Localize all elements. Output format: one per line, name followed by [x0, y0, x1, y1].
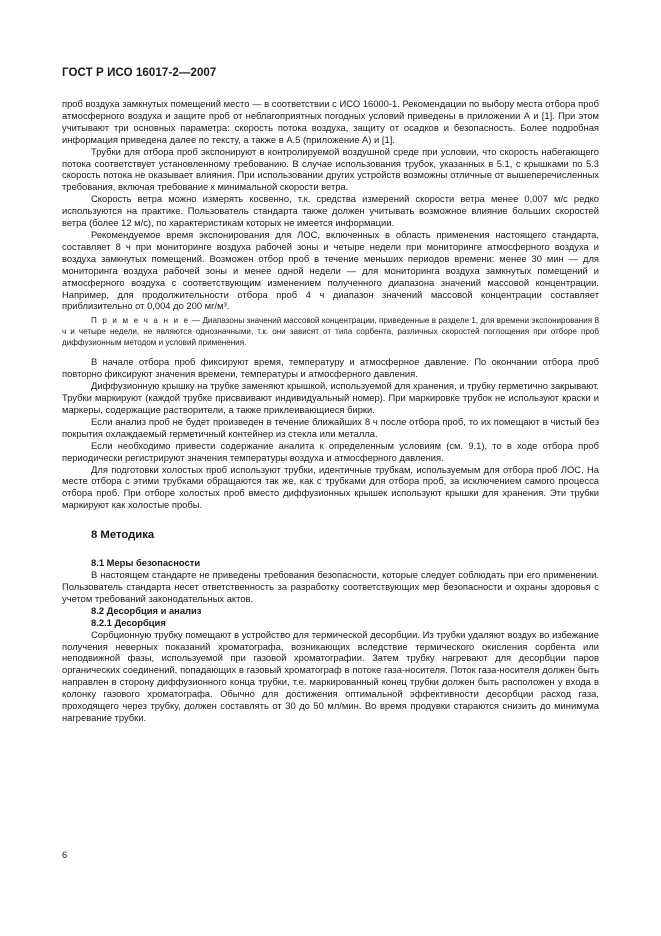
paragraph: Диффузионную крышку на трубке заменяют крышкой, используемой для хранения, и трубку герметично закрывают. Трубки маркируют (каждой трубке присваивают индивидуальный номер). При маркировке трубок не используют краски и маркеры, содержащие растворители, а также приклеивающиеся бирки.	[62, 380, 599, 416]
note	[62, 316, 599, 348]
paragraph: проб воздуха замкнутых помещений место — в соответствии с ИСО 16000-1. Рекомендации по выбору места отбора проб атмосферного воздуха и защите проб от неблагоприятных погодных условий приведены в приложении А и [1]. При этом учитывают три основных параметра: скорость потока воздуха, защиту от осадков и безопасность. Более подробная информация приведена далее по тексту, а также в А.5 (приложение А) и [1].	[62, 98, 599, 145]
document-header: ГОСТ Р ИСО 16017-2—2007	[62, 67, 217, 79]
document-body	[62, 98, 599, 724]
subsection-title: 8.2.1 Десорбция	[91, 616, 166, 628]
paragraph: Для подготовки холостых проб используют трубки, идентичные трубкам, используемым для отбора проб ЛОС. На месте отбора с этими трубками обращаются так же, как с трубками для отбора проб, за исключением самого процесса отбора проб. При отборе холостых проб вместо диффузионных крышек используют крышки для хранения. Эти трубки маркируют как холостые пробы.	[62, 463, 599, 511]
paragraph: Если анализ проб не будет произведен в течение ближайших 8 ч после отбора проб, то их помещают в чистый без покрытия охлаждаемый герметичный контейнер из стекла или металла.	[62, 415, 599, 439]
section-title: 8 Методика	[91, 529, 155, 542]
subsection-title: 8.2 Десорбция и анализ	[91, 604, 202, 616]
note-text: — Диапазоны значений массовой концентрации, приведенные в разделе 1, для времени экспонирования 8 ч и четыре недели, не являются однозначными, т.к. они зависят от типа сорбента, различных скоростей поглощения при отборе проб диффузионным методом и условий применения.	[62, 316, 599, 347]
page-number: 6	[62, 849, 68, 860]
paragraph: Рекомендуемое время экспонирования для ЛОС, включенных в область применения настоящего стандарта, составляет 8 ч при мониторинге воздуха рабочей зоны и четыре недели при мониторинге атмосферного воздуха и воздуха замкнутых помещений. Возможен отбор проб в течение меньших периодов времени: менее 30 мин — для мониторинга воздуха рабочей зоны и менее одной недели — для мониторинга воздуха замкнутых помещений и атмосферного воздуха с соответствующим изменением полученного диапазона значений массовой концентрации. Например, для продолжительности отбора проб 4 ч диапазон значений массовой концентрации составляет приблизительно от 0,004 до 200 мг/м³.	[62, 228, 599, 312]
paragraph: Трубки для отбора проб экспонируют в контролируемой воздушной среде при условии, что скорость набегающего потока соответствует установленному требованию. В случае использования трубок, указанных в 5.1, с крышками по 5.3 скорость потока не оказывает влияния. При использовании других устройств возможны отличные от вышеперечисленных требования, включая требование к минимальной скорости ветра.	[62, 145, 599, 193]
paragraph: Сорбционную трубку помещают в устройство для термической десорбции. Из трубки удаляют воздух во избежание получения неверных показаний хроматографа, возникающих вследствие термического окисления сорбента или неподвижной фазы, используемой при газовой хроматографии. Затем трубку нагревают для десорбции паров органических соединений, попадающих в газовый хроматограф в потоке газа-носителя. Поток газа-носителя должен быть направлен в сторону диффузионного конца трубки, т.е. маркированный конец трубки должен быть расположен у входа в колонку газового хроматографа. Обычно для достижения оптимальной эффективности десорбции расход газа, проходящего через трубку, должен составлять от 30 до 50 мл/мин. Во время продувки стараются снизить до минимума нагревание трубки.	[62, 628, 599, 723]
paragraph: Скорость ветра можно измерять косвенно, т.к. средства измерений скорости ветра менее 0,007 м/с редко используются на практике. Пользователь стандарта также должен учитывать возможное влияние больших скоростей ветра (более 12 м/с), по характеристикам которых не имеется информации.	[62, 193, 599, 229]
paragraph: Если необходимо привести содержание аналита к определенным условиям (см. 9.1), то в ходе отбора проб периодически регистрируют значения температуры воздуха и атмосферного давления.	[62, 439, 599, 463]
note-label: П р и м е ч а н и е	[91, 316, 190, 326]
paragraph: В начале отбора проб фиксируют время, температуру и атмосферное давление. По окончании отбора проб повторно фиксируют значения времени, температуры и атмосферного давления.	[62, 356, 599, 380]
paragraph: В настоящем стандарте не приведены требования безопасности, которые следует соблюдать при его применении. Пользователь стандарта несет ответственность за разработку соответствующих мер безопасности и охраны здоровья с учетом требований законодательных актов.	[62, 569, 599, 604]
subsection-title: 8.1 Меры безопасности	[91, 557, 201, 569]
